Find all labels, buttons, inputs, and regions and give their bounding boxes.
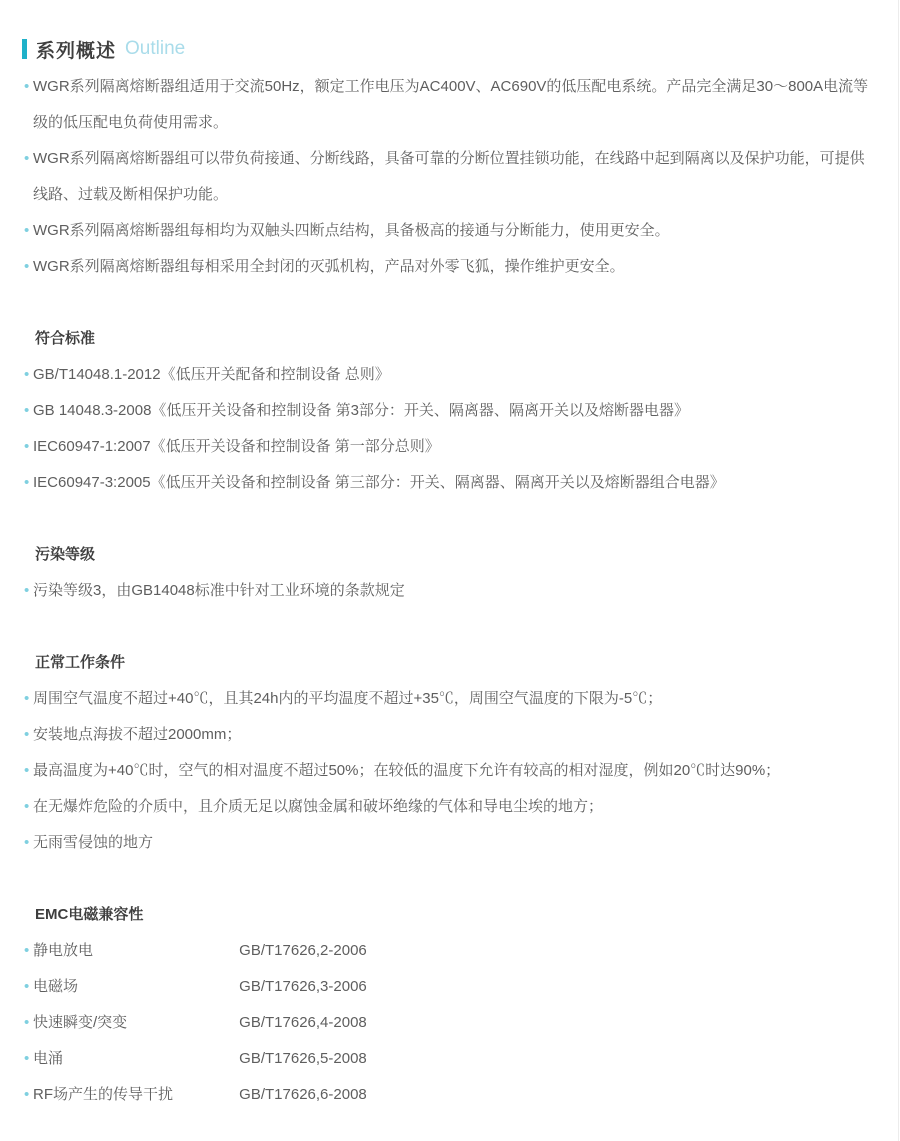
bullet-dot-icon: • [24,402,30,419]
emc-row-label: 快速瞬变/突变 [33,1014,128,1031]
bullet-item [0,789,898,825]
emc-row-value: GB/T17626,2-2006 [239,942,367,959]
bullet-text: WGR系列隔离熔断器组每相均为双触头四断点结构，具备极高的接通与分断能力，使用更安全。 [33,222,670,239]
emc-row-list [0,933,898,1113]
emc-row-label: 静电放电 [33,942,94,959]
bullet-text: GB/T14048.1-2012《低压开关配备和控制设备 总则》 [33,366,390,383]
bullet-dot-icon: • [24,726,30,743]
bullet-dot-icon: • [24,1086,30,1103]
bullet-text: 周围空气温度不超过+40℃，且其24h内的平均温度不超过+35℃，周围空气温度的下限为-5℃； [33,690,663,707]
page-title-en: Outline [125,38,186,59]
bullet-dot-icon: • [24,690,30,707]
section-bullet-list [0,573,898,609]
bullet-item [0,249,898,285]
bullet-dot-icon: • [24,834,30,851]
doc-section [0,645,898,861]
emc-row-value: GB/T17626,3-2006 [239,978,367,995]
bullet-dot-icon: • [24,150,30,167]
section-bullet-list [0,681,898,861]
page-title [22,38,898,60]
bullet-text: 污染等级3，由GB14048标准中针对工业环境的条款规定 [33,582,405,599]
bullet-dot-icon: • [24,366,30,383]
bullet-item [0,69,898,141]
bullet-dot-icon: • [24,258,30,275]
emc-section [0,897,898,1113]
doc-section [0,321,898,501]
emc-row-value: GB/T17626,5-2008 [239,1050,367,1067]
bullet-dot-icon: • [24,978,30,995]
bullet-text: 最高温度为+40℃时，空气的相对温度不超过50%；在较低的温度下允许有较高的相对湿度，例如20℃时达90%； [33,762,781,779]
emc-row [0,969,898,1005]
bullet-text: GB 14048.3-2008《低压开关设备和控制设备 第3部分：开关、隔离器、隔离开关以及熔断器电器》 [33,402,689,419]
bullet-text: WGR系列隔离熔断器组可以带负荷接通、分断线路，具备可靠的分断位置挂锁功能，在线路中起到隔离以及保护功能，可提供线路、过载及断相保护功能。 [33,150,865,203]
emc-row [0,1077,898,1113]
bullet-item [0,717,898,753]
emc-row-label: 电磁场 [33,978,79,995]
bullet-dot-icon: • [24,1014,30,1031]
bullet-item [0,753,898,789]
bullet-dot-icon: • [24,474,30,491]
bullet-item [0,393,898,429]
emc-section-heading: EMC电磁兼容性 [35,906,144,923]
bullet-dot-icon: • [24,222,30,239]
bullet-text: 安装地点海拔不超过2000mm； [33,726,242,743]
bullet-text: 无雨雪侵蚀的地方 [33,834,154,851]
emc-row-value: GB/T17626,6-2008 [239,1086,367,1103]
bullet-dot-icon: • [24,798,30,815]
bullet-item [0,429,898,465]
bullet-dot-icon: • [24,438,30,455]
bullet-dot-icon: • [24,1050,30,1067]
bullet-text: IEC60947-3:2005《低压开关设备和控制设备 第三部分：开关、隔离器、隔离开关以及熔断器组合电器》 [33,474,725,491]
section-heading: 污染等级 [35,546,96,563]
bullet-item [0,465,898,501]
emc-row-label: RF场产生的传导干扰 [33,1086,173,1103]
bullet-item [0,357,898,393]
bullet-dot-icon: • [24,762,30,779]
emc-row [0,933,898,969]
sections-container [0,321,898,861]
bullet-dot-icon: • [24,582,30,599]
bullet-text: WGR系列隔离熔断器组每相采用全封闭的灭弧机构，产品对外零飞狐，操作维护更安全。 [33,258,625,275]
bullet-item [0,681,898,717]
emc-row-label: 电涌 [33,1050,64,1067]
bullet-text: WGR系列隔离熔断器组适用于交流50Hz，额定工作电压为AC400V、AC690V的低压配电系统。产品完全满足30～800A电流等级的低压配电负荷使用需求。 [33,78,869,131]
section-heading: 正常工作条件 [35,654,126,671]
overview-bullet-list [0,69,898,285]
emc-row [0,1041,898,1077]
bullet-item [0,213,898,249]
page-title-cn: 系列概述 [36,40,117,62]
section-bullet-list [0,357,898,501]
bullet-text: IEC60947-1:2007《低压开关设备和控制设备 第一部分总则》 [33,438,440,455]
bullet-dot-icon: • [24,942,30,959]
bullet-item [0,141,898,213]
bullet-item [0,573,898,609]
title-accent-bar-icon [22,39,27,59]
doc-section [0,537,898,609]
bullet-dot-icon: • [24,78,30,95]
bullet-item [0,825,898,861]
bullet-text: 在无爆炸危险的介质中，且介质无足以腐蚀金属和破坏绝缘的气体和导电尘埃的地方； [33,798,604,815]
section-heading: 符合标准 [35,330,96,347]
emc-row-value: GB/T17626,4-2008 [239,1014,367,1031]
emc-row [0,1005,898,1041]
